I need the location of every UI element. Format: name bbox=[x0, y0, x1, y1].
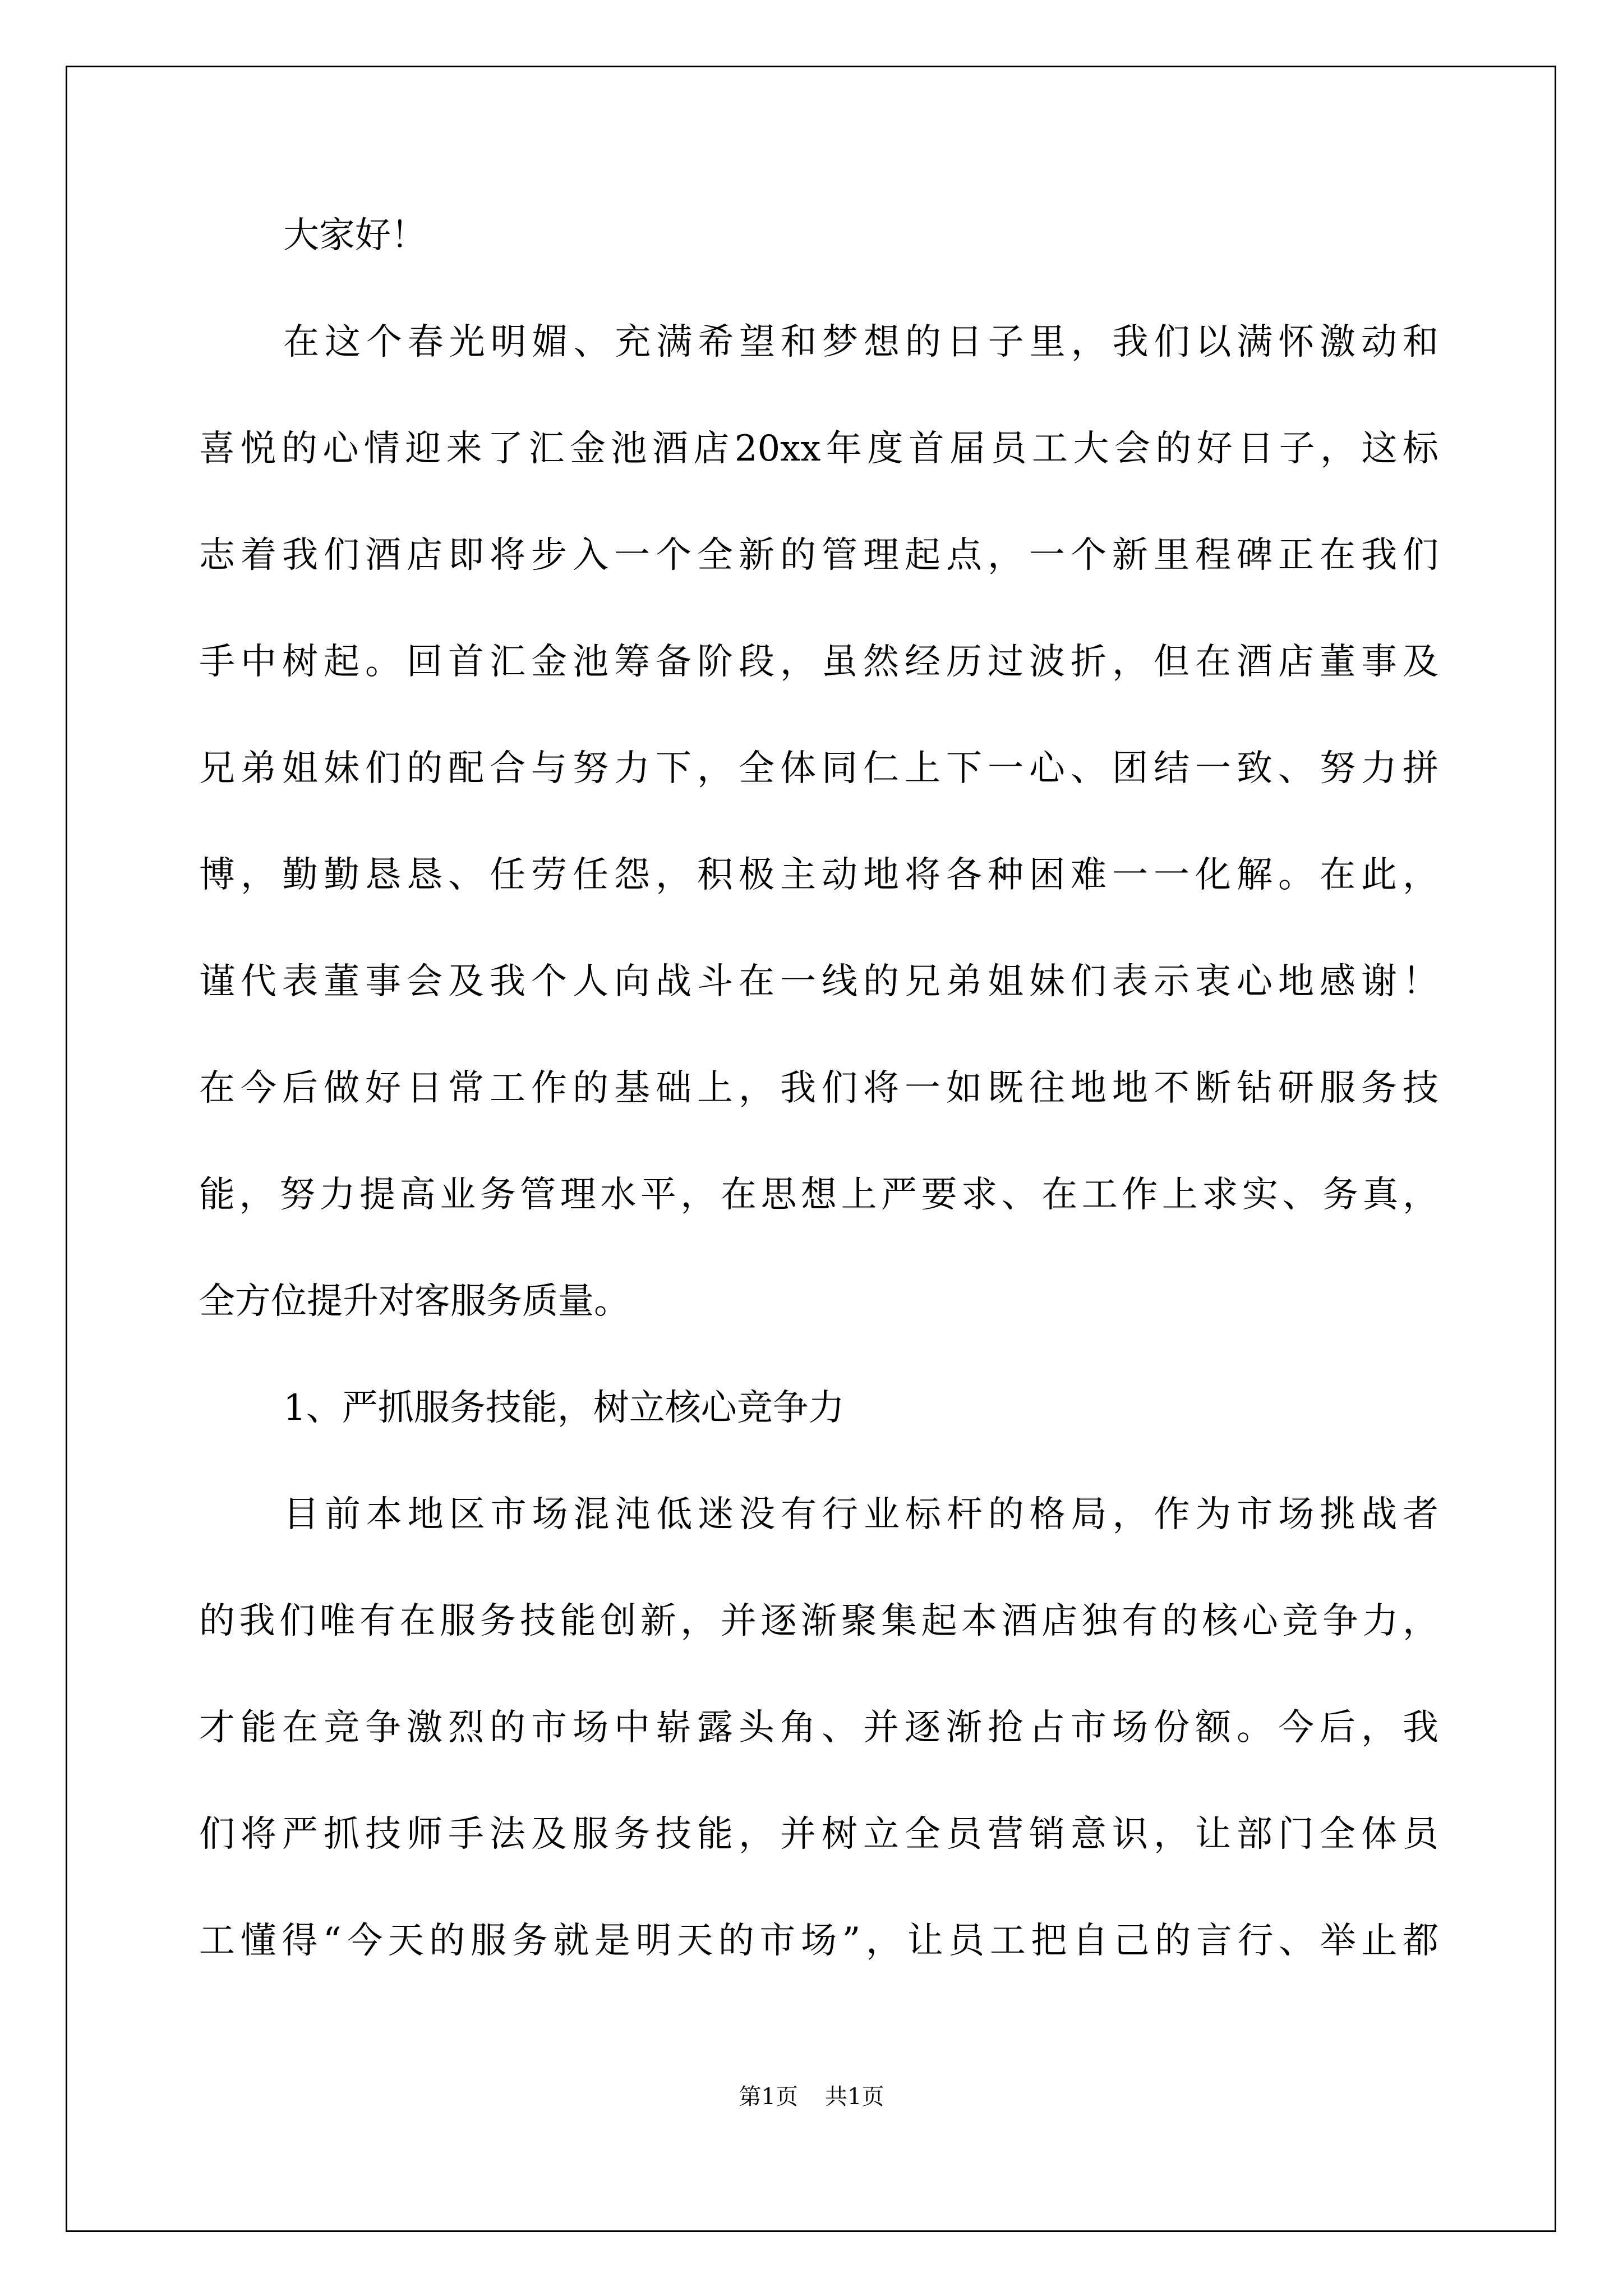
section-heading: 1、严抓服务技能，树立核心竞争力 bbox=[283, 1387, 845, 1429]
paragraph-line: 工懂得“今天的服务就是明天的市场”，让员工把自己的言行、举止都 bbox=[199, 1920, 1438, 1962]
page-total: 共1页 bbox=[825, 2084, 884, 2110]
paragraph-line: 的我们唯有在服务技能创新，并逐渐聚集起本酒店独有的核心竞争力， bbox=[199, 1600, 1438, 1642]
paragraph-line: 博，勤勤恳恳、任劳任怨，积极主动地将各种困难一一化解。在此， bbox=[199, 854, 1438, 896]
paragraph-line: 兄弟姐妹们的配合与努力下，全体同仁上下一心、团结一致、努力拼 bbox=[199, 748, 1438, 789]
paragraph-line: 喜悦的心情迎来了汇金池酒店20xx年度首届员工大会的好日子，这标 bbox=[199, 428, 1438, 470]
paragraph-line: 谨代表董事会及我个人向战斗在一线的兄弟姐妹们表示衷心地感谢！ bbox=[199, 961, 1438, 1002]
page-number: 第1页 bbox=[739, 2084, 798, 2110]
paragraph-line: 全方位提升对客服务质量。 bbox=[199, 1281, 630, 1322]
paragraph-line: 志着我们酒店即将步入一个全新的管理起点，一个新里程碑正在我们 bbox=[199, 535, 1438, 576]
paragraph-line: 能，努力提高业务管理水平，在思想上严要求、在工作上求实、务真， bbox=[199, 1174, 1438, 1216]
paragraph-line: 目前本地区市场混沌低迷没有行业标杆的格局，作为市场挑战者 bbox=[283, 1494, 1438, 1535]
greeting-line: 大家好！ bbox=[283, 215, 427, 256]
page-border bbox=[66, 66, 1556, 2232]
paragraph-line: 们将严抓技师手法及服务技能，并树立全员营销意识，让部门全体员 bbox=[199, 1814, 1438, 1855]
paragraph-line: 才能在竞争激烈的市场中崭露头角、并逐渐抢占市场份额。今后，我 bbox=[199, 1707, 1438, 1749]
paragraph-line: 手中树起。回首汇金池筹备阶段，虽然经历过波折，但在酒店董事及 bbox=[199, 641, 1438, 683]
paragraph-line: 在这个春光明媚、充满希望和梦想的日子里，我们以满怀激动和 bbox=[283, 321, 1438, 363]
page-footer bbox=[0, 2081, 1623, 2113]
paragraph-line: 在今后做好日常工作的基础上，我们将一如既往地地不断钻研服务技 bbox=[199, 1068, 1438, 1109]
